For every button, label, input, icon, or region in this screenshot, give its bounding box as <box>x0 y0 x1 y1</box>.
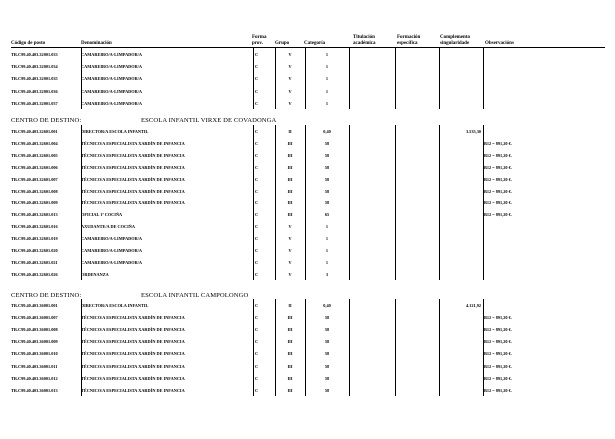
cell-form <box>395 269 439 281</box>
cell-form <box>395 174 439 186</box>
cell-cat: 65 <box>324 212 330 218</box>
cell-comp <box>439 186 483 198</box>
cell-den: CAMAREIRO/A-LIMPADOR/A <box>81 100 143 106</box>
cell-form <box>395 221 439 233</box>
cell-forma: C <box>255 188 259 194</box>
cell-forma: C <box>255 140 259 146</box>
table-row <box>11 126 605 138</box>
header-denominacion: Denominación <box>81 41 112 46</box>
cell-cat: 58 <box>324 387 330 393</box>
cell-form <box>395 162 439 174</box>
cell-comp <box>439 49 483 61</box>
cell-forma: C <box>255 76 259 82</box>
cell-comp <box>439 312 483 324</box>
cell-cat: 1 <box>325 248 329 253</box>
table-row <box>11 233 605 245</box>
cell-forma: C <box>255 176 259 182</box>
table-row <box>11 257 605 269</box>
cell-tit <box>349 138 395 150</box>
table-row <box>11 209 605 221</box>
cell-form <box>395 126 439 138</box>
cell-grupo: III <box>287 200 293 206</box>
cell-den: TÉCNICO/A ESPECIALISTA XARDÍN DE INFANCIA <box>81 351 185 357</box>
cell-tit <box>349 257 395 269</box>
cell-den: DIRECTOR/A ESCOLA INFANTIL <box>81 129 149 134</box>
cell-comp <box>439 61 483 73</box>
cell-obs <box>483 269 544 281</box>
cell-forma: C <box>255 64 259 70</box>
cell-obs: B12 = 891,20 €. <box>484 200 512 206</box>
cell-den: CAMAREIRO/A-LIMPADOR/A <box>81 76 143 82</box>
cell-cat: 1 <box>325 259 329 265</box>
cell-tit <box>349 162 395 174</box>
cell-den: TÉCNICO/A ESPECIALISTA XARDÍN DE INFANCIA <box>81 339 185 345</box>
cell-obs <box>483 126 544 138</box>
column-divider <box>483 125 484 280</box>
cell-comp <box>439 221 483 233</box>
header-rule <box>11 47 605 48</box>
cell-form <box>395 138 439 150</box>
cell-forma: C <box>255 271 259 277</box>
cell-forma: C <box>255 363 259 369</box>
cell-den: ORDENANZA <box>81 271 109 277</box>
table-row <box>11 300 605 312</box>
cell-forma: C <box>255 375 259 381</box>
column-divider <box>395 48 396 109</box>
cell-forma: C <box>255 387 259 393</box>
table-row <box>11 361 605 373</box>
cell-tit <box>349 209 395 221</box>
cell-obs <box>483 49 544 61</box>
cell-obs: B12 = 891,20 €. <box>484 152 512 158</box>
cell-code: TR.C99.40.403.32601.026 <box>11 271 58 277</box>
cell-grupo: V <box>288 88 292 94</box>
cell-tit <box>349 385 395 397</box>
cell-tit <box>349 197 395 209</box>
table-row <box>11 245 605 257</box>
column-divider <box>483 299 484 396</box>
cell-comp <box>439 324 483 336</box>
column-divider <box>349 48 350 109</box>
header-formacion: Formación específica <box>397 35 421 46</box>
cell-cat: 0,40 <box>323 303 331 308</box>
cell-cat: 1 <box>325 76 329 82</box>
cell-cat: 58 <box>324 327 330 333</box>
cell-form <box>395 186 439 198</box>
cell-obs <box>483 300 544 312</box>
cell-tit <box>349 86 395 98</box>
cell-code: TR.C99.40.403.36001.007 <box>11 315 58 321</box>
column-divider <box>395 299 396 396</box>
cell-cat: 3 <box>325 271 329 277</box>
cell-tit <box>349 174 395 186</box>
cell-grupo: III <box>287 152 293 158</box>
cell-tit <box>349 73 395 85</box>
cell-forma: C <box>255 129 259 134</box>
cell-comp <box>439 98 483 110</box>
cell-grupo: V <box>288 76 292 82</box>
cell-code: TR.C99.40.403.32601.020 <box>11 248 58 253</box>
cell-cat: 58 <box>324 164 330 170</box>
table-row <box>11 324 605 336</box>
cell-grupo: V <box>288 271 292 277</box>
cell-code: TR.C99.40.403.32001.034 <box>11 64 58 70</box>
cell-code: TR.C99.40.403.32601.013 <box>11 212 58 218</box>
column-divider <box>439 125 440 280</box>
column-divider <box>305 125 306 280</box>
header-complemento: Complemento singularidade <box>440 35 470 46</box>
cell-comp: 3.535,30 <box>465 129 481 134</box>
cell-grupo: V <box>288 259 292 265</box>
cell-tit <box>349 300 395 312</box>
cell-grupo: III <box>287 327 293 333</box>
cell-den: TÉCNICO/A ESPECIALISTA XARDÍN DE INFANCIA <box>81 375 185 381</box>
cell-cat: 58 <box>324 375 330 381</box>
cell-cat: 58 <box>324 188 330 194</box>
cell-cat: 1 <box>325 52 329 57</box>
cell-grupo: III <box>287 176 293 182</box>
cell-comp <box>439 162 483 174</box>
cell-forma: C <box>255 224 259 230</box>
table-row <box>11 186 605 198</box>
cell-tit <box>349 150 395 162</box>
cell-cat: 58 <box>324 363 330 369</box>
cell-obs: B12 = 891,20 €. <box>484 339 512 345</box>
cell-den: TÉCNICO/A ESPECIALISTA XARDÍN DE INFANCIA <box>81 176 185 182</box>
cell-tit <box>349 373 395 385</box>
cell-grupo: III <box>287 387 293 393</box>
table-row <box>11 73 605 85</box>
table-row <box>11 61 605 73</box>
cell-grupo: V <box>288 64 292 70</box>
cell-obs <box>483 221 544 233</box>
cell-obs: B12 = 891,20 €. <box>484 212 512 218</box>
cell-code: TR.C99.40.403.32001.036 <box>11 88 58 94</box>
column-divider <box>483 48 484 109</box>
cell-obs: B12 = 891,20 €. <box>484 176 512 182</box>
cell-tit <box>349 98 395 110</box>
cell-form <box>395 73 439 85</box>
cell-cat: 58 <box>324 152 330 158</box>
cell-obs: B12 = 891,20 €. <box>484 315 512 321</box>
cell-tit <box>349 126 395 138</box>
cell-comp <box>439 150 483 162</box>
cell-den: CAMAREIRO/A-LIMPADOR/A <box>81 259 143 265</box>
cell-tit <box>349 336 395 348</box>
table-row <box>11 312 605 324</box>
cell-form <box>395 209 439 221</box>
table-row <box>11 162 605 174</box>
cell-comp <box>439 361 483 373</box>
cell-den: DIRECTOR/A ESCOLA INFANTIL <box>81 303 149 308</box>
cell-form <box>395 245 439 257</box>
cell-den: TÉCNICO/A ESPECIALISTA XARDÍN DE INFANCIA <box>81 188 185 194</box>
header-titulacion: Titulación académica <box>353 35 376 46</box>
cell-den: CAMAREIRO/A-LIMPADOR/A <box>81 52 143 57</box>
column-divider <box>439 299 440 396</box>
cell-obs: B12 = 891,20 €. <box>484 351 512 357</box>
cell-cat: 1 <box>325 88 329 94</box>
cell-den: TÉCNICO/A ESPECIALISTA XARDÍN DE INFANCIA <box>81 140 185 146</box>
column-divider <box>305 299 306 396</box>
cell-tit <box>349 233 395 245</box>
cell-form <box>395 312 439 324</box>
cell-comp <box>439 138 483 150</box>
column-divider <box>253 125 254 280</box>
cell-comp <box>439 269 483 281</box>
cell-grupo: V <box>288 236 292 242</box>
cell-den: TÉCNICO/A ESPECIALISTA XARDÍN DE INFANCIA <box>81 200 185 206</box>
table-row <box>11 98 605 110</box>
cell-tit <box>349 361 395 373</box>
cell-comp: 4.121,92 <box>465 303 481 308</box>
table-row <box>11 174 605 186</box>
column-divider <box>305 48 306 109</box>
cell-forma: C <box>255 303 259 308</box>
cell-tit <box>349 312 395 324</box>
cell-forma: C <box>255 164 259 170</box>
cell-comp <box>439 209 483 221</box>
cell-tit <box>349 221 395 233</box>
cell-den: TÉCNICO/A ESPECIALISTA XARDÍN DE INFANCIA <box>81 164 185 170</box>
cell-forma: C <box>255 339 259 345</box>
cell-grupo: V <box>288 100 292 106</box>
cell-code: TR.C99.40.403.36001.008 <box>11 327 58 333</box>
column-divider <box>395 125 396 280</box>
table-row <box>11 49 605 61</box>
column-divider <box>275 125 276 280</box>
column-divider <box>439 48 440 109</box>
cell-code: TR.C99.40.403.36001.012 <box>11 375 58 381</box>
cell-form <box>395 150 439 162</box>
cell-tit <box>349 348 395 360</box>
cell-den: TÉCNICO/A ESPECIALISTA XARDÍN DE INFANCIA <box>81 363 185 369</box>
cell-code: TR.C99.40.403.32601.004 <box>11 140 58 146</box>
column-divider <box>253 299 254 396</box>
table-row <box>11 336 605 348</box>
cell-code: TR.C99.40.403.36001.011 <box>11 363 58 369</box>
cell-comp <box>439 86 483 98</box>
column-divider <box>81 299 82 396</box>
cell-comp <box>439 197 483 209</box>
cell-form <box>395 348 439 360</box>
header-codigo: Código de posto <box>11 41 46 46</box>
column-divider <box>81 125 82 280</box>
section-label: CENTRO DE DESTINO: <box>11 117 82 124</box>
table-row <box>11 197 605 209</box>
cell-cat: 58 <box>324 315 330 321</box>
cell-obs <box>483 73 544 85</box>
cell-cat: 0,40 <box>323 129 331 134</box>
cell-grupo: III <box>287 140 293 146</box>
cell-comp <box>439 174 483 186</box>
cell-den: TÉCNICO/A ESPECIALISTA XARDÍN DE INFANCIA <box>81 152 185 158</box>
cell-den: CAMAREIRO/A-LIMPADOR/A <box>81 236 143 242</box>
cell-comp <box>439 257 483 269</box>
cell-form <box>395 373 439 385</box>
header-categoria: Categoría <box>304 41 326 46</box>
cell-obs <box>483 98 544 110</box>
column-divider <box>275 48 276 109</box>
cell-forma: C <box>255 52 259 57</box>
cell-form <box>395 361 439 373</box>
header-observacions: Observacións <box>485 41 514 46</box>
cell-form <box>395 385 439 397</box>
cell-code: TR.C99.40.403.32001.035 <box>11 76 58 82</box>
cell-obs: B12 = 891,20 €. <box>484 387 512 393</box>
cell-obs: B12 = 891,20 €. <box>484 188 512 194</box>
cell-grupo: V <box>288 52 292 57</box>
cell-grupo: III <box>287 188 293 194</box>
column-divider <box>253 48 254 109</box>
cell-cat: 1 <box>325 236 329 242</box>
cell-code: TR.C99.40.403.32601.021 <box>11 259 58 265</box>
cell-obs: B12 = 891,20 €. <box>484 363 512 369</box>
column-divider <box>349 125 350 280</box>
cell-cat: 58 <box>324 176 330 182</box>
table-row <box>11 269 605 281</box>
cell-comp <box>439 373 483 385</box>
cell-grupo: II <box>288 129 292 134</box>
cell-code: TR.C99.40.403.36001.010 <box>11 351 58 357</box>
cell-form <box>395 233 439 245</box>
cell-den: CAMAREIRO/A-LIMPADOR/A <box>81 64 143 70</box>
cell-tit <box>349 324 395 336</box>
cell-code: TR.C99.40.403.32601.001 <box>11 129 58 134</box>
cell-grupo: III <box>287 339 293 345</box>
cell-grupo: III <box>287 315 293 321</box>
cell-form <box>395 98 439 110</box>
cell-forma: C <box>255 152 259 158</box>
cell-obs: B12 = 891,20 €. <box>484 375 512 381</box>
section-center-name: ESCOLA INFANTIL VIRXE DE COVADONGA <box>141 117 277 124</box>
cell-cat: 1 <box>325 224 329 230</box>
table-row <box>11 221 605 233</box>
cell-cat: 58 <box>324 200 330 206</box>
cell-forma: C <box>255 200 259 206</box>
cell-form <box>395 324 439 336</box>
cell-obs <box>483 86 544 98</box>
table-row <box>11 150 605 162</box>
cell-code: TR.C99.40.403.32601.016 <box>11 224 58 230</box>
cell-code: TR.C99.40.403.32001.037 <box>11 100 58 106</box>
cell-tit <box>349 49 395 61</box>
cell-cat: 1 <box>325 100 329 106</box>
cell-tit <box>349 245 395 257</box>
cell-code: TR.C99.40.403.32601.007 <box>11 176 58 182</box>
cell-den: TÉCNICO/A ESPECIALISTA XARDÍN DE INFANCIA <box>81 327 185 333</box>
cell-grupo: III <box>287 212 293 218</box>
cell-forma: C <box>255 248 259 253</box>
cell-forma: C <box>255 327 259 333</box>
cell-form <box>395 336 439 348</box>
column-divider <box>81 48 82 109</box>
cell-code: TR.C99.40.403.32601.019 <box>11 236 58 242</box>
cell-forma: C <box>255 315 259 321</box>
cell-cat: 58 <box>324 339 330 345</box>
cell-den: CAMAREIRO/A-LIMPADOR/A <box>81 88 143 94</box>
cell-den: TÉCNICO/A ESPECIALISTA XARDÍN DE INFANCIA <box>81 315 185 321</box>
cell-obs <box>483 245 544 257</box>
cell-comp <box>439 336 483 348</box>
cell-grupo: V <box>288 224 292 230</box>
cell-grupo: V <box>288 248 292 253</box>
cell-den: CAMAREIRO/A-LIMPADOR/A <box>81 248 143 253</box>
table-row <box>11 138 605 150</box>
table-row <box>11 86 605 98</box>
cell-form <box>395 61 439 73</box>
table-row <box>11 385 605 397</box>
cell-forma: C <box>255 351 259 357</box>
table-row <box>11 373 605 385</box>
header-forma: Forma prov. <box>252 35 267 46</box>
cell-grupo: III <box>287 164 293 170</box>
cell-comp <box>439 245 483 257</box>
cell-code: TR.C99.40.403.36001.001 <box>11 303 58 308</box>
cell-forma: C <box>255 100 259 106</box>
cell-code: TR.C99.40.403.36001.013 <box>11 387 58 393</box>
cell-grupo: III <box>287 351 293 357</box>
cell-forma: C <box>255 259 259 265</box>
table-row <box>11 348 605 360</box>
cell-tit <box>349 186 395 198</box>
cell-obs <box>483 257 544 269</box>
cell-comp <box>439 348 483 360</box>
header-grupo: Grupo <box>275 41 290 46</box>
cell-den: OFICIAL 1ª COCIÑA <box>81 212 123 218</box>
cell-code: TR.C99.40.403.32601.008 <box>11 188 58 194</box>
cell-grupo: II <box>288 303 292 308</box>
cell-den: AXUDANTE/A DE COCIÑA <box>81 224 135 230</box>
cell-obs: B12 = 891,20 €. <box>484 327 512 333</box>
column-divider <box>349 299 350 396</box>
cell-code: TR.C99.40.403.32601.009 <box>11 200 58 206</box>
cell-obs <box>483 61 544 73</box>
cell-comp <box>439 385 483 397</box>
cell-cat: 58 <box>324 351 330 357</box>
cell-grupo: III <box>287 363 293 369</box>
cell-forma: C <box>255 212 259 218</box>
cell-code: TR.C99.40.403.36001.009 <box>11 339 58 345</box>
cell-grupo: III <box>287 375 293 381</box>
cell-comp <box>439 233 483 245</box>
cell-form <box>395 257 439 269</box>
cell-tit <box>349 269 395 281</box>
cell-form <box>395 86 439 98</box>
cell-code: TR.C99.40.403.32601.006 <box>11 164 58 170</box>
cell-cat: 58 <box>324 140 330 146</box>
cell-forma: C <box>255 236 259 242</box>
section-center-name: ESCOLA INFANTIL CAMPOLONGO <box>141 292 249 299</box>
column-divider <box>275 299 276 396</box>
cell-form <box>395 197 439 209</box>
cell-form <box>395 49 439 61</box>
cell-code: TR.C99.40.403.32601.005 <box>11 152 58 158</box>
cell-form <box>395 300 439 312</box>
cell-tit <box>349 61 395 73</box>
section-label: CENTRO DE DESTINO: <box>11 292 82 299</box>
cell-forma: C <box>255 88 259 94</box>
cell-obs: B12 = 891,20 €. <box>484 140 512 146</box>
cell-cat: 1 <box>325 64 329 70</box>
cell-comp <box>439 73 483 85</box>
cell-obs: B12 = 891,20 €. <box>484 164 512 170</box>
cell-obs <box>483 233 544 245</box>
cell-code: TR.C99.40.403.32001.033 <box>11 52 58 57</box>
cell-den: TÉCNICO/A ESPECIALISTA XARDÍN DE INFANCIA <box>81 387 185 393</box>
